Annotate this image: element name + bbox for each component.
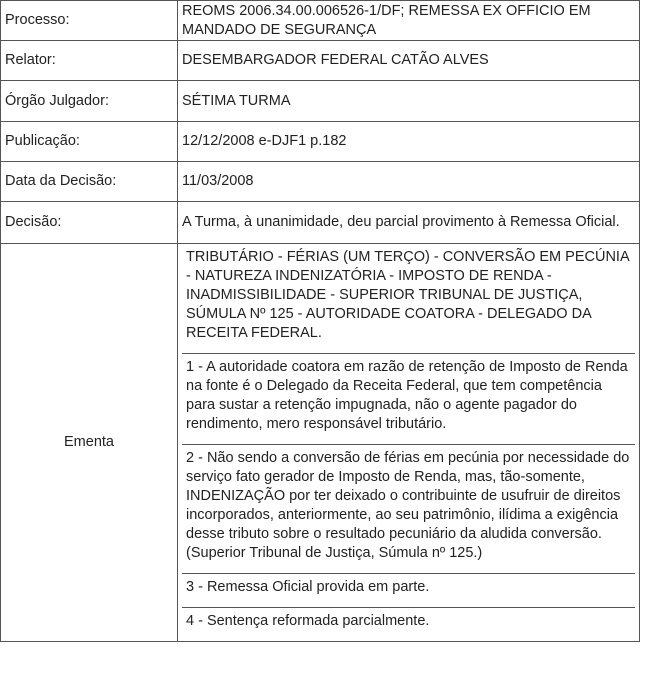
ementa-paragraph-summary: TRIBUTÁRIO - FÉRIAS (UM TERÇO) - CONVERSÃO EM PECÚNIA - NATUREZA INDENIZATÓRIA - IMPOSTO DE RENDA - INADMISSIBILIDADE - SUPERIOR TRIBUNAL DE JUSTIÇA, SÚMULA Nº 125 - AUTORIDADE COATORA - DELEGADO DA RECEITA FEDERAL. bbox=[182, 244, 635, 354]
label-publicacao: Publicação: bbox=[1, 122, 178, 162]
value-orgao-julgador: SÉTIMA TURMA bbox=[178, 81, 640, 122]
label-data-decisao: Data da Decisão: bbox=[1, 162, 178, 202]
value-publicacao: 12/12/2008 e-DJF1 p.182 bbox=[178, 122, 640, 162]
ementa-paragraph-4: 4 - Sentença reformada parcialmente. bbox=[186, 613, 430, 629]
label-processo: Processo: bbox=[1, 1, 178, 41]
ementa-content bbox=[178, 244, 640, 642]
value-relator: DESEMBARGADOR FEDERAL CATÃO ALVES bbox=[178, 41, 640, 81]
value-data-decisao: 11/03/2008 bbox=[178, 162, 640, 202]
row-ementa bbox=[1, 244, 640, 642]
row-publicacao bbox=[1, 122, 640, 162]
value-decisao: A Turma, à unanimidade, deu parcial provimento à Remessa Oficial. bbox=[178, 202, 640, 244]
row-decisao bbox=[1, 202, 640, 244]
label-decisao: Decisão: bbox=[1, 202, 178, 244]
ementa-paragraph-3: 3 - Remessa Oficial provida em parte. bbox=[182, 574, 635, 608]
ementa-paragraph-2: 2 - Não sendo a conversão de férias em pecúnia por necessidade do serviço fato gerador de Imposto de Renda, mas, tão-somente, INDENIZAÇÃO por ter deixado o contribuinte de usufruir de direitos incorporados, anteriormente, ao seu patrimônio, ilídima a exigência desse tributo sobre o resultado pecuniário da aludida conversão. (Superior Tribunal de Justiça, Súmula nº 125.) bbox=[182, 445, 635, 574]
row-data-decisao bbox=[1, 162, 640, 202]
ementa-paragraph-1: 1 - A autoridade coatora em razão de retenção de Imposto de Renda na fonte é o Delegado da Receita Federal, que tem competência para sustar a retenção impugnada, não o agente pagador do rendimento, mero responsável tributário. bbox=[182, 354, 635, 445]
label-orgao-julgador: Órgão Julgador: bbox=[1, 81, 178, 122]
label-ementa: Ementa bbox=[1, 244, 178, 642]
row-processo bbox=[1, 1, 640, 41]
row-relator bbox=[1, 41, 640, 81]
value-processo: REOMS 2006.34.00.006526-1/DF; REMESSA EX OFFICIO EM MANDADO DE SEGURANÇA bbox=[178, 1, 640, 41]
label-relator: Relator: bbox=[1, 41, 178, 81]
row-orgao-julgador bbox=[1, 81, 640, 122]
